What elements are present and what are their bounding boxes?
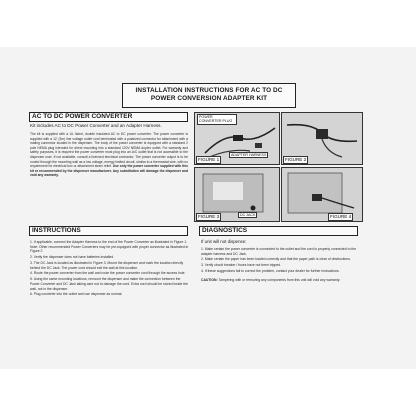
diagnostic-step: 1. Make certain the power converter is connected to the outlet and the cord is properly connected to the adapter harness and DC Jack. [201, 247, 357, 256]
title-line-2: POWER CONVERSION ADAPTER KIT [150, 94, 268, 102]
instruction-step: 5. Using the same mounting locations, remount the dispenser and make the connection between the Power Converter and DC Jack taking care not to damage the cord. Extra cord should be stored inside the wall, not in the dispenser. [30, 277, 188, 291]
figure-4 [281, 167, 363, 222]
ac-dc-body-text: The kit is supplied with a UL listed, double insulated AC to DC power converter. The power converter is supplied with a 12' (3m) line voltage outlet cord terminated with a polarized connector for attachment with a mating connector located in the dispenser. The body of the power converter is equipped with a standard 2 pole NEMA plug intended for direct mounting into a standard 120V NEMA duplex outlet. For warranty and safety purposes, it is required the power converter must plug into an A/C outlet that is not accessible to the dispenser user. If not available, consult a licensed electrical contractor. The power converter output is to be routed through the mounting wall as a low voltage, energy limited circuit, similar to a thermostat wire, with no requirement for electrical box or attachment strain relief. [30, 132, 188, 169]
callout-dc-jack: DC JACK [240, 213, 256, 217]
figure-1-label: FIGURE 1 [198, 157, 220, 162]
instructions-list [30, 240, 190, 298]
instructions-heading: INSTRUCTIONS [29, 226, 188, 236]
diagnostics-lead: If unit will not dispense: [201, 239, 247, 244]
diagnostics-list [201, 247, 359, 284]
callout-adapter-harness: ADAPTER HARNESS [231, 153, 267, 157]
figure-1 [194, 112, 280, 165]
ac-dc-body-warning: Use only the power converter supplied with this kit or recommended by the dispenser manufacturer. Any substitution will damage the dispenser and void any warranty. [30, 164, 188, 178]
instruction-step: 6. Plug converter into the outlet and use dispenser as normal. [30, 292, 123, 297]
ac-dc-body [30, 132, 188, 178]
callout-power-converter-plug: POWER CONVERTER PLUG [197, 114, 237, 125]
document-title [122, 83, 296, 108]
bottom-border [0, 369, 416, 416]
diagnostics-heading: DIAGNOSTICS [199, 226, 358, 236]
figure-3 [194, 167, 280, 222]
diagnostic-step: 3. Verify circuit breaker / fuses have not been tripped. [201, 263, 282, 268]
caution-note [201, 278, 359, 283]
instruction-step: 3. The DC Jack is located as illustrated in Figure 3. Mount the dispenser and mark the location directly behind the DC Jack. The power cord should exit the wall at this location. [30, 260, 184, 270]
ac-dc-subtitle: Kit includes AC to DC Power Converter and an Adapter Harness. [30, 123, 162, 128]
figure-4-label: FIGURE 4 [330, 214, 352, 219]
diagnostic-step: 4. If these suggestions fail to correct the problem, contact your dealer for further instructions. [201, 269, 340, 274]
instruction-step: 1. If applicable, connect the Adapter Harness to the end of the Power Converter as illustrated in Figure 1. Note: Other recommended Power Converters may be pre-equipped with proper connector as illustrated in Figure 2. [30, 240, 189, 254]
instruction-step: 2. Verify the dispenser does not have batteries installed. [30, 255, 115, 260]
figure-2 [281, 112, 363, 165]
caution-text: Tampering with or removing any components from this unit will void any warranty. [218, 277, 341, 282]
figure-3-label: FIGURE 3 [198, 214, 220, 219]
instruction-step: 4. Route the power converter from the wall and route the power converter cord through the access hole. [30, 271, 186, 276]
top-border [0, 0, 416, 47]
caution-label: CAUTION: [201, 277, 218, 282]
diagnostic-step: 2. Make certain the paper has been loaded correctly and that the paper path is clear of obstructions. [201, 257, 351, 262]
ac-dc-heading: AC TO DC POWER CONVERTER [29, 112, 188, 122]
figure-2-label: FIGURE 2 [285, 157, 307, 162]
title-line-1: INSTALLATION INSTRUCTIONS FOR AC TO DC [135, 87, 283, 94]
